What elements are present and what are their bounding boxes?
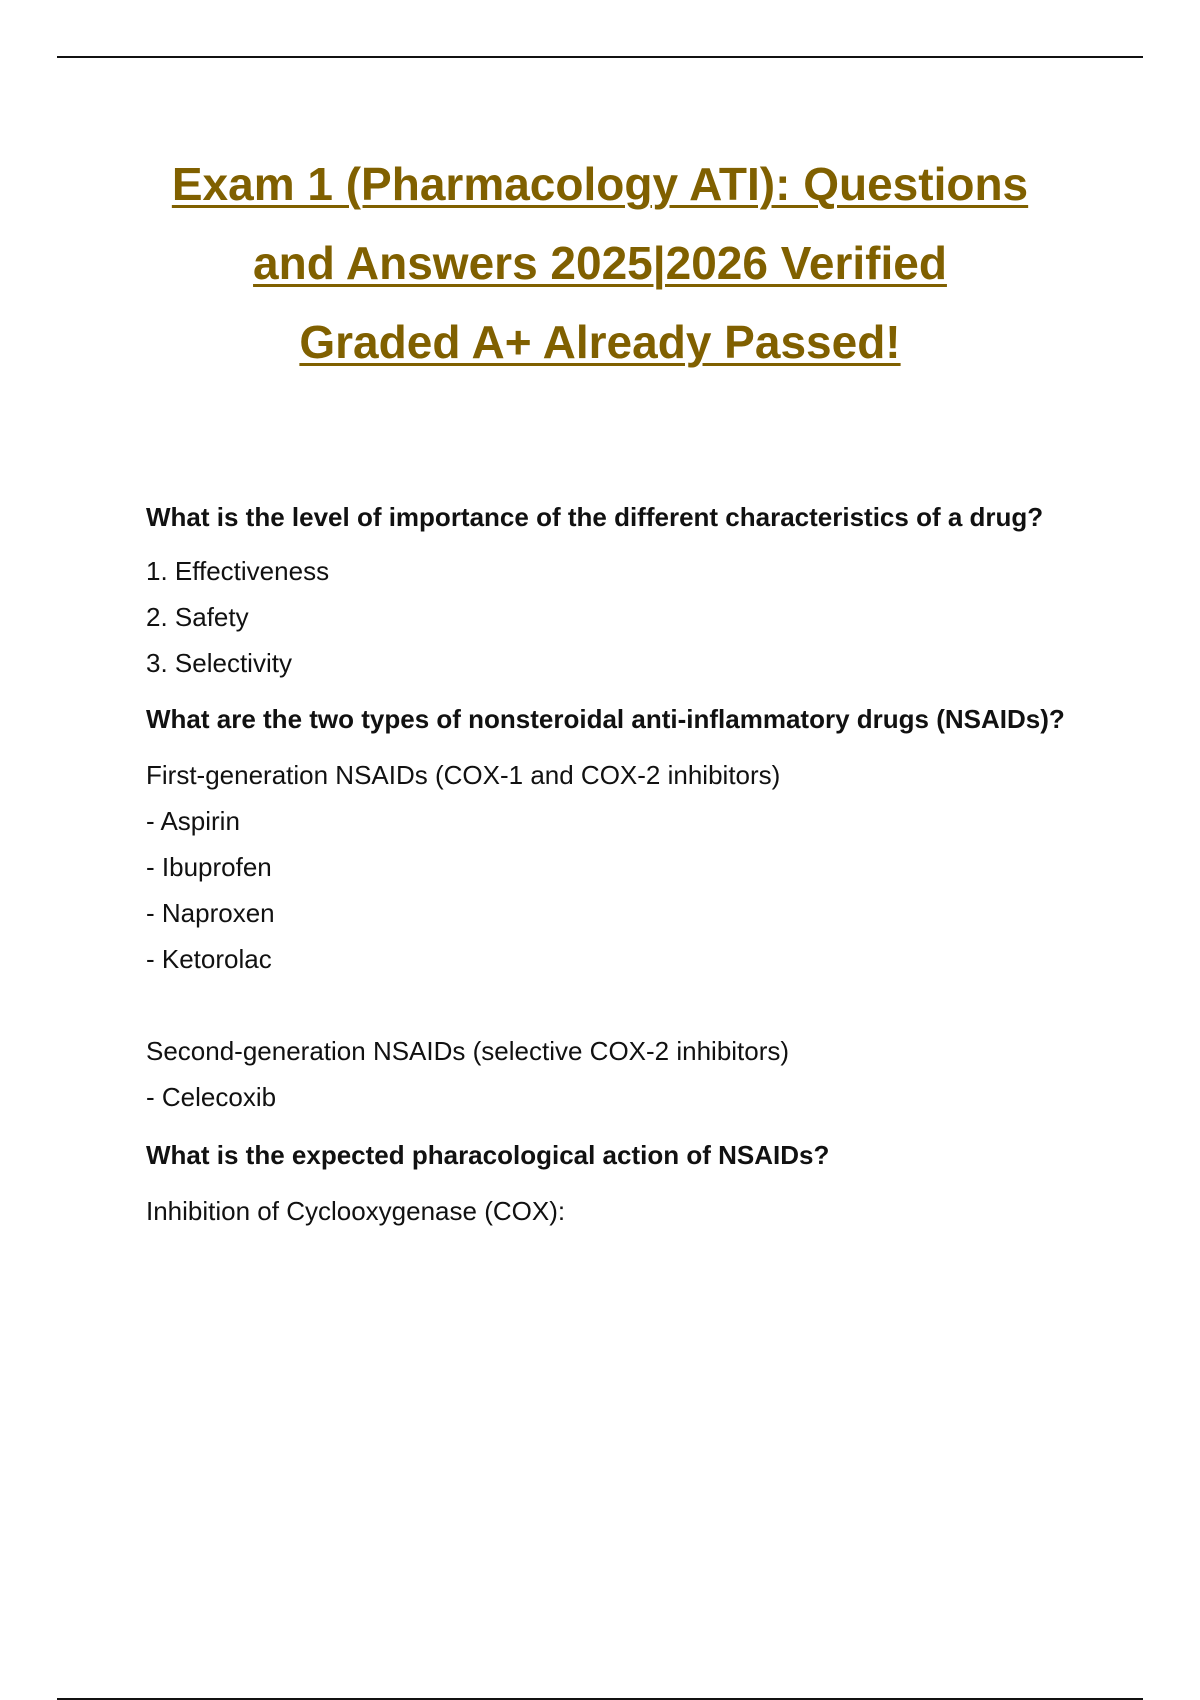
title-line-1: Exam 1 (Pharmacology ATI): Questions (171, 158, 1029, 210)
answer-group-heading: Second-generation NSAIDs (selective COX-2 inhibitors) (146, 1036, 790, 1066)
answer-item: 1. Effectiveness (146, 556, 330, 586)
answer-item: - Celecoxib (146, 1082, 277, 1112)
answer-item: - Ketorolac (146, 944, 272, 974)
question-2: What are the two types of nonsteroidal anti-inflammatory drugs (NSAIDs)? (146, 704, 1065, 734)
header-rule (57, 56, 1143, 58)
answer-1-list (146, 548, 1066, 686)
answer-2 (146, 752, 1066, 1120)
answer-group-heading: First-generation NSAIDs (COX-1 and COX-2 inhibitors) (146, 760, 781, 790)
answer-item: - Naproxen (146, 898, 275, 928)
answer-3 (146, 1188, 1066, 1234)
question-1: What is the level of importance of the different characteristics of a drug? (146, 502, 1044, 532)
answer-item: 2. Safety (146, 602, 249, 632)
qa-content (146, 494, 1066, 1246)
answer-text: Inhibition of Cyclooxygenase (COX): (146, 1196, 566, 1226)
question-3: What is the expected pharacological action of NSAIDs? (146, 1140, 830, 1170)
title-line-3: Graded A+ Already Passed! (299, 316, 901, 368)
answer-item: - Ibuprofen (146, 852, 272, 882)
document-title (120, 145, 1080, 382)
answer-item: 3. Selectivity (146, 648, 292, 678)
answer-item: - Aspirin (146, 806, 240, 836)
blank-line (146, 982, 1066, 1028)
title-line-2: and Answers 2025|2026 Verified (253, 237, 947, 289)
